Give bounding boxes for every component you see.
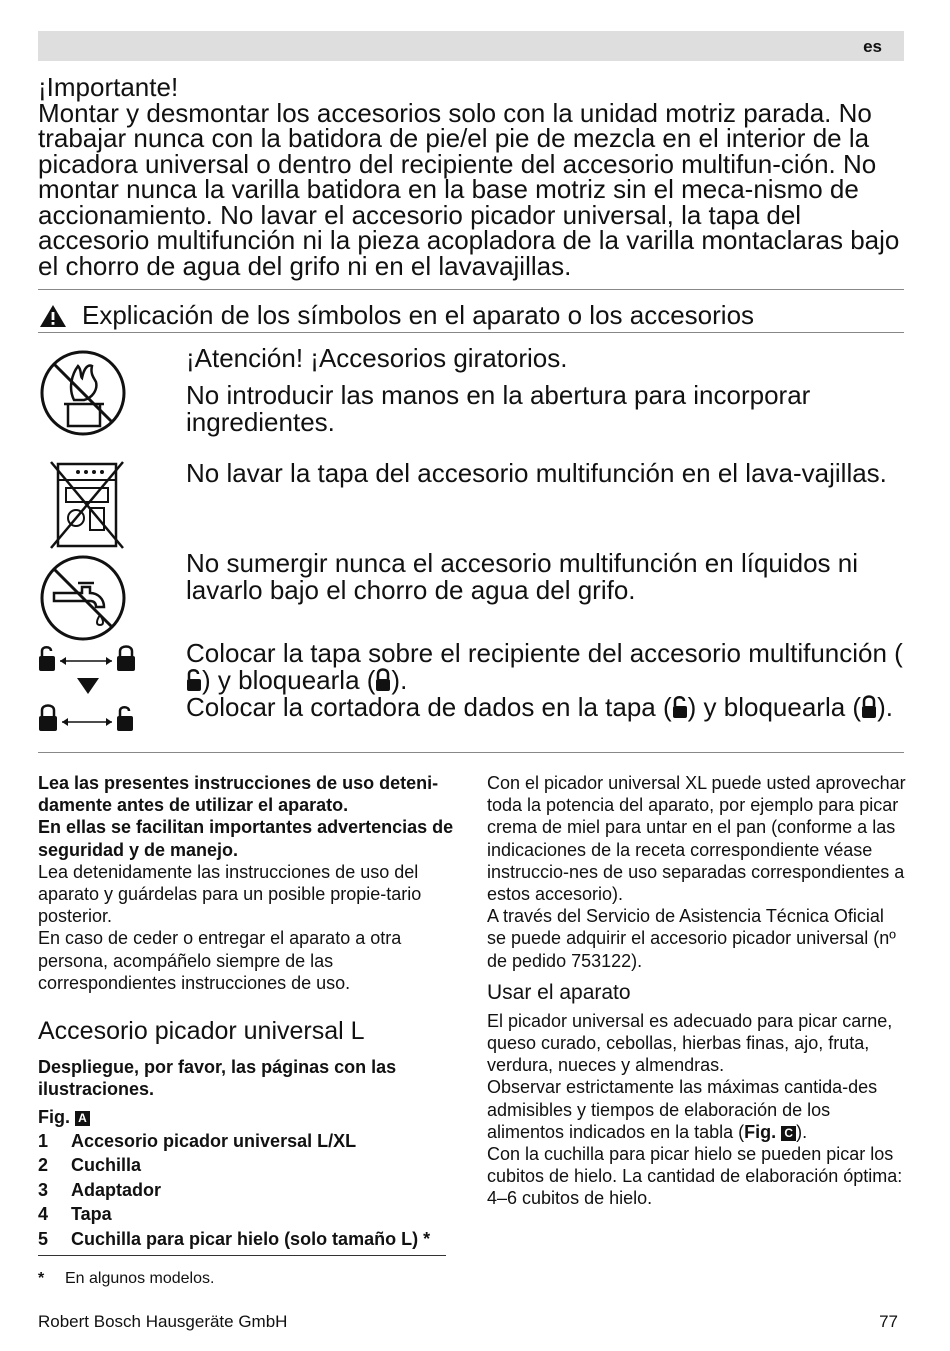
footnote-divider bbox=[38, 1255, 446, 1256]
rotating-body: No introducir las manos en la abertura para incorporar ingredientes. bbox=[186, 380, 811, 437]
list-item bbox=[38, 1202, 458, 1227]
figure-badge: A bbox=[75, 1111, 90, 1126]
lock-sequence-icon bbox=[38, 644, 142, 744]
important-notice bbox=[38, 72, 908, 281]
right-column bbox=[487, 772, 907, 1210]
lock-text-part: ). bbox=[391, 665, 408, 695]
locked-icon bbox=[375, 668, 391, 692]
intro-bold-2: En ellas se facilitan importantes advertencias de seguridad y de manejo. bbox=[38, 817, 454, 860]
use-paragraph-1: El picador universal es adecuado para picar carne, queso curado, cebollas, hierbas finas, ajo, fruta, verdura, nueces y almendras. bbox=[487, 1010, 893, 1076]
divider bbox=[38, 332, 904, 333]
service-paragraph: A través del Servicio de Asistencia Técnica Oficial se puede adquirir el accesorio picador universal (nº de pedido 753122). bbox=[487, 906, 896, 971]
footnote bbox=[38, 1268, 458, 1290]
intro-bold-1: Lea las presentes instrucciones de uso deteni-damente antes de utilizar el aparato. bbox=[38, 773, 439, 816]
list-item bbox=[38, 1129, 458, 1154]
figure-label: Fig. bbox=[744, 1121, 777, 1142]
intro-paragraph-2: En caso de ceder o entregar el aparato a otra persona, acompáñelo siempre de las correspondientes instrucciones de uso. bbox=[38, 928, 402, 993]
no-hands-icon bbox=[38, 348, 128, 438]
lock-text-part: ) y bloquearla ( bbox=[687, 692, 862, 722]
part-label: Adaptador bbox=[71, 1179, 161, 1200]
page-number: 77 bbox=[879, 1312, 898, 1331]
part-number: 4 bbox=[38, 1204, 49, 1225]
no-dishwasher-icon bbox=[48, 460, 128, 550]
use-text: Observar estrictamente las máximas cantida-des admisibles y tiempos de elaboración de los alimentos indicados en la tabla ( bbox=[487, 1077, 878, 1142]
symbols-section-title bbox=[38, 300, 908, 331]
part-label: Tapa bbox=[71, 1204, 112, 1225]
part-label: Accesorio picador universal L/XL bbox=[71, 1130, 357, 1151]
footnote-mark: * bbox=[38, 1270, 45, 1288]
language-bar bbox=[38, 31, 904, 61]
part-number: 2 bbox=[38, 1155, 49, 1176]
lock-text-part: Colocar la tapa sobre el recipiente del accesorio multifunción ( bbox=[186, 638, 903, 668]
divider bbox=[38, 289, 904, 290]
left-column bbox=[38, 772, 458, 1290]
list-item bbox=[38, 1178, 458, 1203]
unlocked-icon bbox=[672, 695, 688, 719]
parts-list bbox=[38, 1129, 458, 1252]
dishwasher-text: No lavar la tapa del accesorio multifunción en el lava-vajillas. bbox=[186, 458, 887, 488]
no-tap-water-icon bbox=[38, 553, 128, 643]
water-text: No sumergir nunca el accesorio multifunción en líquidos ni lavarlo bajo el chorro de agua del grifo. bbox=[186, 548, 859, 605]
use-title: Usar el aparato bbox=[487, 980, 631, 1004]
lock-text-part: ). bbox=[877, 692, 893, 722]
fold-out-note: Despliegue, por favor, las páginas con las ilustraciones. bbox=[38, 1057, 397, 1100]
locked-icon bbox=[861, 695, 877, 719]
figure-label: Fig. bbox=[38, 1107, 70, 1128]
footnote-text: En algunos modelos. bbox=[65, 1270, 215, 1288]
important-heading: ¡Importante! bbox=[38, 72, 179, 102]
footer-company: Robert Bosch Hausgeräte GmbH bbox=[38, 1312, 288, 1331]
figure-reference bbox=[38, 1106, 458, 1128]
lock-text-lid bbox=[186, 640, 906, 694]
figure-badge: C bbox=[781, 1126, 796, 1141]
part-label: Cuchilla bbox=[71, 1155, 142, 1176]
important-body: Montar y desmontar los accesorios solo con la unidad motriz parada. No trabajar nunca con la batidora de pie/el pie de mezcla en el interior de la picadora universal o dentro del recipiente del accesorio multifun-ción. No montar nunca la varilla batidora en la base motriz sin el meca-nismo de accionamiento. No lavar el accesorio picador universal, la tapa del accesorio multifunción ni la pieza acopladora de la varilla montaclaras bajo el chorro de agua del grifo ni en el lavavajillas. bbox=[38, 97, 900, 281]
section-title: Accesorio picador universal L bbox=[38, 1017, 365, 1046]
part-number: 3 bbox=[38, 1179, 49, 1200]
use-paragraph-3: Con la cuchilla para picar hielo se pueden picar los cubitos de hielo. La cantidad de elaboración óptima: 4–6 cubitos de hielo. bbox=[487, 1144, 903, 1209]
rotating-title: ¡Atención! ¡Accesorios giratorios. bbox=[186, 343, 568, 373]
lock-text-part: ) y bloquearla ( bbox=[202, 665, 376, 695]
language-code: es bbox=[863, 37, 882, 56]
use-text: ). bbox=[796, 1121, 808, 1142]
unlocked-icon bbox=[186, 668, 202, 692]
lock-text-part: Colocar la cortadora de dados en la tapa ( bbox=[186, 692, 672, 722]
divider bbox=[38, 752, 904, 753]
xl-paragraph: Con el picador universal XL puede usted aprovechar toda la potencia del aparato, por ejemplo para picar crema de miel para untar en el pan (conforme a las indicaciones de la receta correspondiente véase instruccio-nes de uso separadas correspondientes a estos accesorio). bbox=[487, 773, 906, 905]
warning-triangle-icon bbox=[38, 303, 68, 329]
part-number: 1 bbox=[38, 1130, 49, 1151]
part-number: 5 bbox=[38, 1228, 49, 1249]
lock-text-dicer bbox=[186, 694, 906, 721]
part-label: Cuchilla para picar hielo (solo tamaño L) * bbox=[71, 1228, 431, 1249]
symbols-title-text: Explicación de los símbolos en el aparato o los accesorios bbox=[82, 300, 755, 330]
intro-paragraph-1: Lea detenidamente las instrucciones de uso del aparato y guárdelas para un posible propie-tario posterior. bbox=[38, 861, 422, 927]
list-item bbox=[38, 1227, 458, 1252]
use-paragraph-2 bbox=[487, 1076, 907, 1143]
list-item bbox=[38, 1153, 458, 1178]
